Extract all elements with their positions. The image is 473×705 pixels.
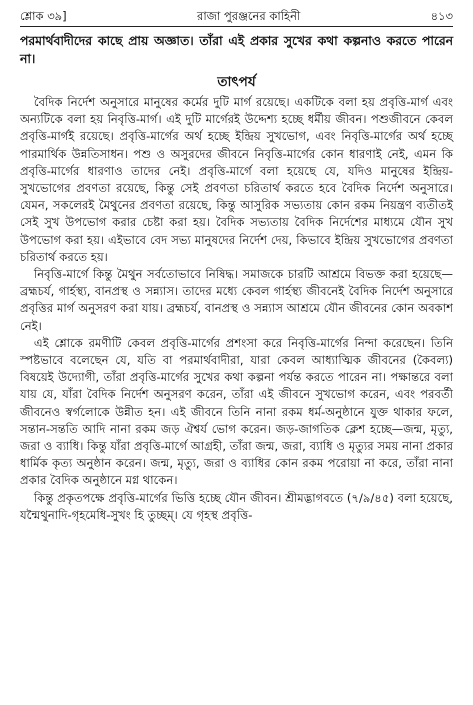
purport-paragraph-2: নিবৃত্তি-মার্গে কিন্তু মৈথুন সর্বতোভাবে নিষিদ্ধ। সমাজকে চারটি আশ্রমে বিভক্ত করা হয়েছে—ব্রহ্মচর্য, গার্হস্থ্য, বানপ্রস্থ ও সন্ন্যাস। তাদের মধ্যে কেবল গার্হস্থ্য জীবনেই বৈদিক নির্দেশ অনুসারে প্রবৃত্তির মার্গ অনুসরণ করা যায়। ব্রহ্মচর্য, বানপ্রস্থ ও সন্ন্যাস আশ্রমে যৌন জীবনের কোন অবকাশ নেই। [20, 267, 453, 333]
purport-paragraph-3: এই শ্লোকে রমণীটি কেবল প্রবৃত্তি-মার্গের প্রশংসা করে নিবৃত্তি-মার্গের নিন্দা করেছেন। তিনি স্পষ্টভাবে বলেছেন যে, যতি বা পরমার্থবাদীরা, যারা কেবল আধ্যাত্মিক জীবনের (কৈবল্য) বিষয়েই উদ্যোগী, তাঁরা প্রবৃত্তি-মার্গের সুখের কথা কল্পনা পর্যন্ত করতে পারেন না। পক্ষান্তরে বলা যায় যে, যাঁরা বৈদিক নির্দেশ অনুসরণ করেন, তাঁরা এই জীবনে সুখভোগ করেন, এবং পরবর্তী জীবনেও স্বর্গলোকে উন্নীত হন। এই জীবনে তিনি নানা রকম ধর্ম-অনুষ্ঠানে যুক্ত থাকার ফলে, সন্তান-সন্ততি আদি নানা রকম জড় ঐশ্বর্য ভোগ করেন। জড়-জাগতিক ক্লেশ হচ্ছে—জন্ম, মৃত্যু, জরা ও ব্যাধি। কিন্তু যাঁরা প্রবৃত্তি-মার্গে আগ্রহী, তাঁরা জন্ম, জরা, ব্যাধি ও মৃত্যুর সময় নানা প্রকার ধার্মিক কৃত্য অনুষ্ঠান করেন। জন্ম, মৃত্যু, জরা ও ব্যাধির কোন রকম পরোয়া না করে, তাঁরা নানা প্রকার বৈদিক অনুষ্ঠানে মগ্ন থাকেন। [20, 335, 453, 488]
verse-number: শ্লোক ৩৯] [20, 9, 67, 23]
purport-paragraph-4: কিন্তু প্রকৃতপক্ষে প্রবৃত্তি-মার্গের ভিত্তি হচ্ছে যৌন জীবন। শ্রীমদ্ভাগবতে (৭/৯/৪৫) বলা হয়েছে, যন্মৈথুনাদি-গৃহমেধি-সুখং হি তুচ্ছম্। যে গৃহস্থ প্রবৃত্তি- [20, 490, 453, 522]
chapter-title: রাজা পুরঞ্জনের কাহিনী [197, 9, 301, 23]
page-number: ৪১৩ [430, 9, 453, 23]
purport-paragraph-1: বৈদিক নির্দেশ অনুসারে মানুষের কর্মের দুটি মার্গ রয়েছে। একটিকে বলা হয় প্রবৃত্তি-মার্গ এবং অন্যটিকে বলা হয় নিবৃত্তি-মার্গ। এই দুটি মার্গেরই উদ্দেশ্য হচ্ছে ধর্মীয় জীবন। পশুজীবনে কেবল প্রবৃত্তি-মার্গই রয়েছে। প্রবৃত্তি-মার্গের অর্থ হচ্ছে ইন্দ্রিয় সুখভোগ, এবং নিবৃত্তি-মার্গের অর্থ হচ্ছে পারমার্থিক উন্নতিসাধন। পশু ও অসুরদের জীবনে নিবৃত্তি-মার্গের কোন ধারণাই নেই, এমন কি প্রবৃত্তি-মার্গের ধারণাও তাদের নেই। প্রবৃত্তি-মার্গে বলা হয়েছে যে, যদিও মানুষের ইন্দ্রিয়-সুখভোগের প্রবণতা রয়েছে, কিন্তু সেই প্রবণতা চরিতার্থ করতে হবে বৈদিক নির্দেশ অনুসারে। যেমন, সকলেরই মৈথুনের প্রবণতা রয়েছে, কিন্তু আসুরিক সভ্যতায় কোন রকম নিয়ন্ত্রণ ব্যতীতই সেই সুখ উপভোগ করার চেষ্টা করা হয়। বৈদিক সভ্যতায় বৈদিক নির্দেশের মাধ্যমে যৌন সুখ উপভোগ করা হয়। এইভাবে বেদ সভ্য মানুষদের নির্দেশ দেয়, কিভাবে ইন্দ্রিয় সুখভোগের প্রবণতা চরিতার্থ করতে হয়। [20, 95, 453, 264]
page-header [20, 8, 453, 24]
purport-heading: তাৎপর্য [217, 74, 256, 90]
header-rule [20, 26, 453, 27]
translation-text: পরমার্থবাদীদের কাছে প্রায় অজ্ঞাত। তাঁরা এই প্রকার সুখের কথা কল্পনাও করতে পারেন না। [20, 34, 453, 66]
